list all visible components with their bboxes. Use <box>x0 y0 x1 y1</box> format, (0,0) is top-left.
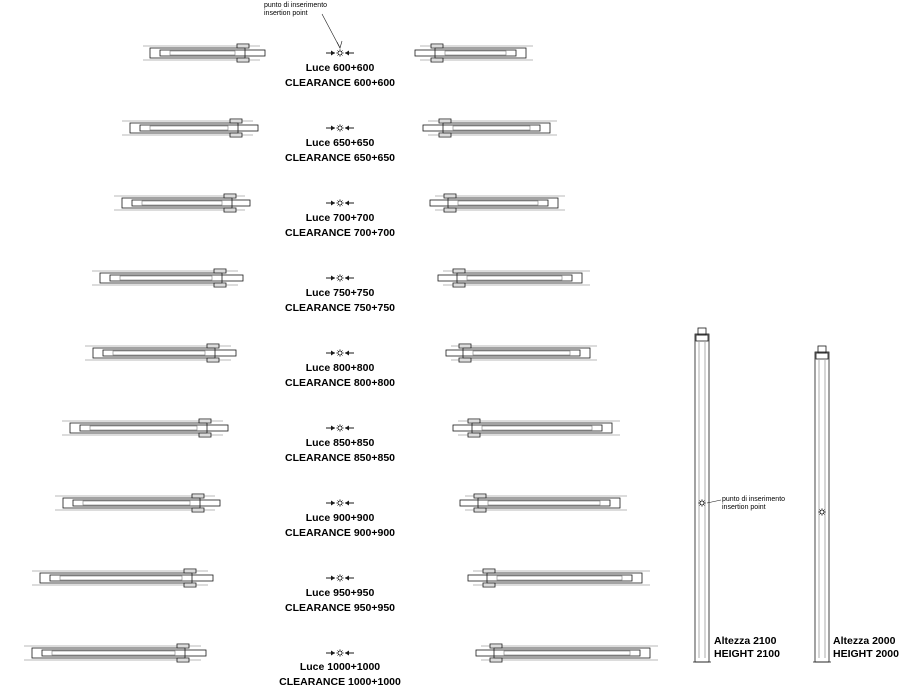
door-inner <box>445 51 506 55</box>
arrow-right-head <box>331 51 335 56</box>
luce-label: Luce 950+950 <box>305 587 375 599</box>
luce-label: Luce 800+800 <box>305 362 375 374</box>
insertion-point-icon <box>338 501 342 505</box>
door-inner <box>467 276 562 280</box>
door-panel <box>448 198 558 208</box>
door-panel <box>150 48 245 58</box>
insertion-point-icon <box>338 651 342 655</box>
insertion-note-top <box>264 2 327 18</box>
arrow-right-head <box>331 276 335 281</box>
insertion-point-icon <box>338 426 342 430</box>
insertion-ray <box>341 500 342 501</box>
insertion-ray <box>337 129 338 130</box>
insertion-ray <box>341 129 342 130</box>
insertion-note-line1: punto di inserimento <box>722 496 786 503</box>
luce-label: Luce 600+600 <box>305 62 375 74</box>
insertion-point-icon <box>338 201 342 205</box>
insertion-ray <box>341 200 342 201</box>
door-panel <box>435 48 526 58</box>
leader-arrowhead <box>337 41 342 48</box>
door-inner <box>458 201 538 205</box>
plan-row <box>85 344 597 362</box>
luce-label: Luce 850+850 <box>305 437 375 449</box>
arrow-left-head <box>345 276 349 281</box>
insertion-ray <box>341 350 342 351</box>
clearance-label: CLEARANCE 1000+1000 <box>279 676 401 688</box>
door-panel <box>494 648 650 658</box>
door-inner <box>90 426 197 430</box>
insertion-ray <box>341 204 342 205</box>
insertion-ray <box>337 125 338 126</box>
insertion-ray <box>337 275 338 276</box>
arrow-left-head <box>345 501 349 506</box>
insertion-ray <box>341 429 342 430</box>
door-inner <box>120 276 212 280</box>
clearance-label: CLEARANCE 700+700 <box>284 227 396 239</box>
insertion-ray <box>341 50 342 51</box>
door-inner <box>150 126 228 130</box>
insertion-ray <box>341 504 342 505</box>
insertion-ray <box>337 279 338 280</box>
insertion-ray <box>703 504 704 505</box>
insertion-ray <box>699 504 700 505</box>
track-head <box>816 353 828 359</box>
arrow-right-head <box>331 651 335 656</box>
plan-row <box>114 194 565 212</box>
door-panel <box>478 498 620 508</box>
insertion-ray <box>337 50 338 51</box>
door-inner <box>473 351 570 355</box>
insertion-ray <box>337 200 338 201</box>
insertion-note-line2: insertion point <box>264 10 308 17</box>
arrow-left-head <box>345 651 349 656</box>
insertion-ray <box>337 425 338 426</box>
insertion-ray <box>337 429 338 430</box>
insertion-ray <box>341 425 342 426</box>
insertion-ray <box>341 650 342 651</box>
door-inner <box>482 426 592 430</box>
insertion-ray <box>337 654 338 655</box>
arrow-right-head <box>331 576 335 581</box>
insertion-note-elevation <box>722 496 785 512</box>
insertion-point-icon <box>820 510 824 514</box>
door-inner <box>504 651 630 655</box>
insertion-ray <box>337 579 338 580</box>
insertion-ray <box>823 509 824 510</box>
insertion-ray <box>337 350 338 351</box>
plan-row <box>55 494 627 512</box>
clearance-label: CLEARANCE 650+650 <box>284 152 396 164</box>
arrow-left-head <box>345 426 349 431</box>
elevation-views <box>693 328 831 662</box>
door-panel <box>40 573 192 583</box>
elevation-frame <box>695 334 709 662</box>
clearance-label: CLEARANCE 800+800 <box>284 377 396 389</box>
plan-row <box>62 419 620 437</box>
door-panel <box>443 123 550 133</box>
door-inner <box>142 201 222 205</box>
door-inner <box>488 501 600 505</box>
insertion-ray <box>823 513 824 514</box>
insertion-ray <box>341 279 342 280</box>
luce-label: Luce 750+750 <box>305 287 375 299</box>
insertion-ray <box>337 204 338 205</box>
track-head <box>696 335 708 341</box>
insertion-ray <box>337 500 338 501</box>
insertion-note-line1: punto di inserimento <box>264 2 328 9</box>
arrow-right-head <box>331 501 335 506</box>
arrow-right-head <box>331 201 335 206</box>
insertion-point-icon <box>338 351 342 355</box>
arrow-left-head <box>345 351 349 356</box>
arrow-right-head <box>331 351 335 356</box>
insertion-ray <box>341 275 342 276</box>
luce-label: Luce 1000+1000 <box>299 661 381 673</box>
door-panel <box>472 423 612 433</box>
elevation-view <box>693 328 711 662</box>
height-label: HEIGHT 2000 <box>833 648 899 660</box>
luce-label: Luce 650+650 <box>305 137 375 149</box>
door-inner <box>453 126 530 130</box>
luce-label: Luce 900+900 <box>305 512 375 524</box>
door-panel <box>457 273 582 283</box>
insertion-ray <box>341 654 342 655</box>
insertion-ray <box>341 125 342 126</box>
door-panel <box>32 648 185 658</box>
plan-row <box>92 269 590 287</box>
insertion-ray <box>341 354 342 355</box>
door-panel <box>63 498 200 508</box>
insertion-note-line2: insertion point <box>722 504 766 511</box>
elevation-view <box>813 346 831 662</box>
door-inner <box>497 576 622 580</box>
plan-row <box>122 119 557 137</box>
door-inner <box>60 576 182 580</box>
door-panel <box>70 423 207 433</box>
insertion-point-icon <box>338 276 342 280</box>
door-inner <box>52 651 175 655</box>
insertion-point-icon <box>338 126 342 130</box>
insertion-ray <box>703 500 704 501</box>
door-inner <box>83 501 190 505</box>
door-inner <box>170 51 235 55</box>
clearance-label: CLEARANCE 900+900 <box>284 527 396 539</box>
plan-row <box>32 569 650 587</box>
door-panel <box>122 198 232 208</box>
elevation-frame <box>815 352 829 662</box>
door-panel <box>93 348 215 358</box>
clearance-label: CLEARANCE 600+600 <box>284 77 396 89</box>
insertion-ray <box>337 54 338 55</box>
insertion-ray <box>337 650 338 651</box>
insertion-ray <box>819 513 820 514</box>
insertion-ray <box>337 575 338 576</box>
plan-row <box>24 644 658 662</box>
door-panel <box>463 348 590 358</box>
insertion-point-icon <box>700 501 704 505</box>
arrow-left-head <box>345 126 349 131</box>
insertion-ray <box>341 575 342 576</box>
door-inner <box>113 351 205 355</box>
insertion-point-icon <box>338 576 342 580</box>
clearance-label: CLEARANCE 950+950 <box>284 602 396 614</box>
insertion-ray <box>341 54 342 55</box>
arrow-right-head <box>331 126 335 131</box>
insertion-ray <box>337 354 338 355</box>
arrow-right-head <box>331 426 335 431</box>
arrow-left-head <box>345 51 349 56</box>
height-label: HEIGHT 2100 <box>714 648 780 660</box>
insertion-point-icon <box>338 51 342 55</box>
altezza-label: Altezza 2000 <box>833 635 896 647</box>
clearance-label: CLEARANCE 750+750 <box>284 302 396 314</box>
luce-label: Luce 700+700 <box>305 212 375 224</box>
clearance-label: CLEARANCE 850+850 <box>284 452 396 464</box>
insertion-ray <box>819 509 820 510</box>
insertion-ray <box>699 500 700 501</box>
door-panel <box>100 273 222 283</box>
door-panel <box>130 123 238 133</box>
insertion-ray <box>341 579 342 580</box>
plan-row <box>143 44 533 62</box>
arrow-left-head <box>345 576 349 581</box>
arrow-left-head <box>345 201 349 206</box>
door-panel <box>487 573 642 583</box>
insertion-ray <box>337 504 338 505</box>
altezza-label: Altezza 2100 <box>714 635 777 647</box>
